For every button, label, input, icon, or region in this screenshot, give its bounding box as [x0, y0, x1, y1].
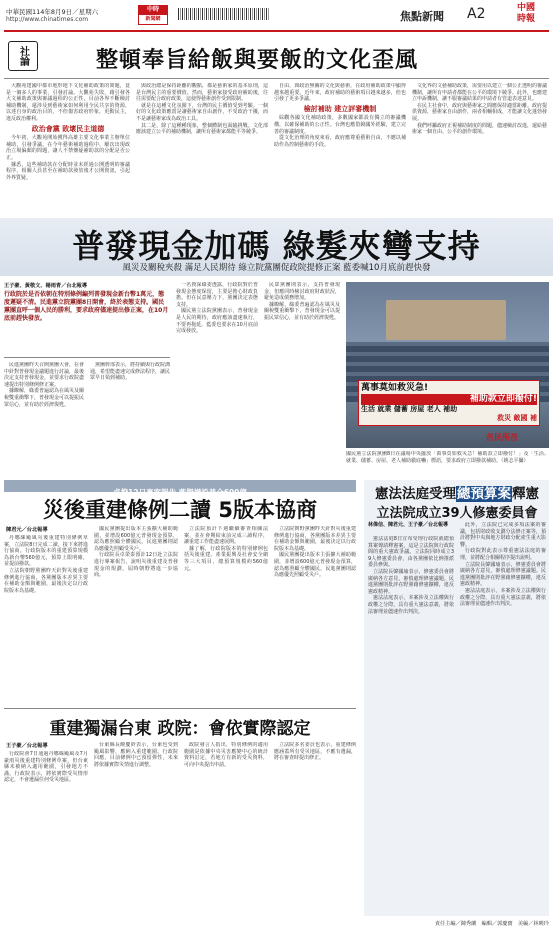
masthead — [0, 0, 553, 36]
editorial-para: 在民主社會中，政府與藝術家之間應保持適當距離。政府提供資源，藝術家自由創作，兩者相輔相成，才能讓文化蓬勃發展。 — [412, 102, 547, 122]
section2-col2 — [94, 526, 178, 703]
photo-caption: 國民黨立法院黨團8日在議場中央擺放「萬事莫如救災急！補助款立即撥付！」及「生活、就業、儲蓄、房屋、老人補助徹底嚇」標語，要求政府立即撥款補助。（姚志平攝） — [346, 451, 549, 464]
editorial-para: 綜觀各國文化補助政策，多數國家都設有獨立的審議機構，以確保補助的公正性。台灣也應借鏡國外經驗，建立完善的審議制度。 — [274, 115, 406, 135]
url-line: http://www.chinatimes.com — [6, 16, 89, 23]
editorial-col3 — [274, 83, 406, 215]
right-title-highlight: 總預算案 — [457, 486, 511, 502]
editorial-subhead1: 政治會黨 敗壞民主道德 — [31, 124, 105, 133]
section3-rule — [4, 708, 356, 709]
headline-para: 民眾黨團則表示，支持普發現金，但應同時檢討政府財政狀況，避免造成債務增加。 — [264, 282, 340, 302]
headline-body1 — [4, 362, 84, 476]
headline-byline: 王子豪、黃敬文、楊雨青／台北報導 — [4, 283, 88, 289]
small-logo-top: 中時 — [138, 5, 168, 14]
protest-banner — [358, 380, 540, 426]
editorial-para: 今年初，大觀苑開始獲得高雄主要文化事業主辦單位補助，引發爭議。在今年藝術補助過程中，屢次出現政治立場偏頗的問題，讓人不禁懷疑補助款的分配是否公正。 — [6, 135, 130, 161]
right-box-col1 — [368, 536, 454, 896]
editorial-para: 文化界的文藝補助政策，需要用以建立一個公正透明的審議機制，讓所有申請者都能在公平的環境下競爭。此外，也應建立申訴機制，讓不服審議結果的申請者有管道表達意見。 — [412, 83, 547, 103]
china-times-logo — [505, 3, 547, 25]
editorial-para: 與政治總是保持距離的觀點，都是藝術家的基本原則，這是台灣民主的重要價值。然而，藝術家接受政府補助後，往往需要配合政府政策，這使得藝術創作受到限制。 — [136, 83, 268, 103]
section2-para: 國民黨團提出版本主張擴大補助範圍，並增設600億元普發現金預算，認為應照顧全體國民。民進黨團則認為應優先照顧受災戶。 — [94, 526, 178, 552]
banner-line2: 補助款立即撥付! — [361, 394, 537, 405]
section3-title: 重建獨漏台東 政院：會依實際認定 — [49, 719, 311, 739]
banner-line3: 生活 就業 儲蓄 房屋 老人 補助 — [361, 405, 458, 413]
main-headline: 普發現金加碼 綠髮夾彎支持 — [72, 227, 481, 265]
section2-para: 立法院朝野黨團昨天針對災後重建條例進行協商，各黨團版本差異主要在補助金額與範圍，最後決定以行政院版本為基礎。 — [4, 567, 88, 594]
right-title-part1: 憲法法庭受理 — [375, 486, 456, 502]
editorial-col4 — [412, 83, 547, 215]
logo-line1: 中國 — [516, 3, 535, 13]
section3-para: 立法院多名委員也表示，重建條例應涵蓋所有受災地區，不應有遺漏，將在審查時提出修正。 — [274, 742, 356, 762]
page-footer — [364, 920, 549, 927]
section2-para: 立法院朝野黨團昨天針對災後重建條例進行協商，各黨團版本差異主要在補助金額與範圍，最後決定以行政院版本為基礎。 — [274, 526, 356, 552]
right-title-part3: 釋憲 — [512, 486, 539, 502]
right-para: 行政院對此表示尊重憲法法庭的審理，並將配合相關程序提出說明。 — [460, 548, 546, 561]
headline-body2 — [176, 282, 258, 476]
headline-para: 一名資深綠委透露，行政院對於普發現金態度保留，主要是擔心財政負擔。但在民意壓力下，黨團決定表態支持。 — [176, 282, 258, 308]
section2-para: 據了解，行政院版本的特別條例包括災後重建、產業振興及社會安全網等三大項目，總預算規模約560億元。 — [184, 545, 268, 572]
right-box-title — [368, 482, 546, 502]
right-para: 立法院長韓國瑜表示，修憲委員會將廣納各方意見，審慎處理修憲議題。民進黨團則批評在野黨藉修憲擴權，違反憲政精神。 — [368, 568, 454, 595]
section2-col1 — [4, 535, 88, 703]
section3-col1 — [4, 751, 88, 915]
news-photo — [346, 282, 549, 448]
editorial-para: 從文化治理的角度來看，政府應尊重藝術自由，不應以補助作為控制藝術的手段。 — [274, 135, 406, 148]
section2-title: 災後重建條例二讀 5版本協商 — [43, 498, 317, 522]
headline-para: 民進黨團昨天召開黨團大會，在會中針對普發現金議題進行討論，最後決定支持普發現金，並要求行政院盡速提出特別條例修正案。 — [4, 362, 84, 388]
right-box — [364, 480, 549, 916]
headline-banner — [0, 218, 553, 276]
editorial-para: 其二是，除了這種種現象，整個體制也面臨挑戰。文化部應該建立公平的補助機制，讓所有藝術家都能平等競爭。 — [136, 122, 268, 136]
editorial-para: 大觀苑建國中都市地形地下文化補助政策的問題，竟是一個多人的事業，引發討論。大觀苑失敗，藉引發各大文補助政策與審議過程的公正性，目前各界不斷檢討補助機制，還涉及到藝術家如何利用全民共享的資源，以達自身的政治目的，不但傷害政府形象，更動民主，違反政治權利。 — [6, 83, 130, 122]
section2-col3 — [184, 526, 268, 703]
section3-byline: 王子豪／台北報導 — [6, 743, 48, 749]
right-box-col2 — [460, 522, 546, 896]
right-para: 憲法法庭表示，本案涉及立法權與行政權之分際，具有重大憲法意義，將依法審理並儘速作出判決。 — [460, 587, 546, 608]
editorial-col1 — [6, 83, 130, 215]
editorial-col2 — [136, 83, 268, 215]
section2-col4 — [274, 526, 356, 703]
editorial-para: 我們呼籲政府正視補助制度的問題，儘速檢討改進，還給藝術家一個自由、公平的創作環境。 — [412, 122, 547, 136]
legislature-podium — [386, 300, 506, 340]
editorial-stamp — [8, 41, 38, 71]
right-para: 憲法法庭8日宣布受理行政院就總預算案聲請釋憲案，這是立法院與行政院間的重大憲政爭議。立法院同時成立39人修憲委員會，由各黨團依比例推派委員參與。 — [368, 536, 454, 569]
small-logo-bottom: 新聞網 — [138, 14, 168, 25]
headline-para: 據瞭解，綠委普遍認為在風災及關稅雙重衝擊下，普發現金可以提振民眾信心，並有助於經濟復甦。 — [264, 301, 340, 321]
section2-para: 立法院預計下週繼續審查相關法案，並在會期結束前完成三讀程序，讓重建工作能盡速展開。 — [184, 526, 268, 546]
lede-text: 行政院於是否依朝在特別條例編列普發現金新台幣1萬元，態度遲疑不清。民進黨立院黨團8日開會，終於表態支持。國民黨團直呼一個人民的勝利，要求政府儘速提出修正案，在10月底前趕快發放。 — [4, 291, 169, 322]
editorial-para: 據悉，這些補助款在分配時並未經過公開透明的審議程序，相關人員甚至在補助款發放後才公開資訊，引起外界質疑。 — [6, 161, 130, 181]
section2-band-text: 卓揆12日專案報告 藍擬增設普全600億 — [113, 488, 247, 497]
main-subtitle: 風災及關稅夾殺 滿足人民期待 綠立院黨團促政院提修正案 藍委喊10月底前趕快發 — [122, 263, 431, 273]
section3-col4 — [274, 742, 356, 915]
editorial-para: 就是在這種文化氛圍下，台灣的民主價值受到考驗。一個好的文化政策應當是讓藝術家自由創作，不受政治干擾，而不是讓藝術家成為政治工具。 — [136, 102, 268, 122]
section3-para: 台東縣長饒慶鈴表示，台東也受到颱風影響，應納入重建範圍。行政院回應，目前條例中已預留彈性，未來將依據實際災情進行調整。 — [94, 742, 178, 768]
banner-line1: 萬事莫如救災急! — [361, 383, 429, 393]
barcode — [178, 8, 270, 20]
masthead-rule — [4, 30, 549, 32]
section-name: 焦點新聞 — [400, 10, 444, 23]
editorial-para: 自由、與政治無關的文化與藝術，在政府補助政策中顯得越來越重要。近年來，政府補助的藝術項目越來越多，但也引發了更多爭議。 — [274, 83, 406, 103]
right-para: 立法院長韓國瑜表示，修憲委員會將廣納各方意見，審慎處理修憲議題。民進黨團則批評在野黨藉修憲擴權，違反憲政精神。 — [460, 561, 546, 588]
editorial-subhead2: 檢討補助 建立評審機制 — [303, 104, 377, 113]
editorial-title-rule — [4, 78, 549, 79]
right-para: 憲法法庭表示，本案涉及立法權與行政權之分際，具有重大憲法意義，將依法審理並儘速作出判決。 — [368, 595, 454, 615]
headline-body1-cont — [90, 362, 170, 476]
stamp-text: 社論 — [17, 46, 29, 66]
right-box-byline: 林偉信、陳君元、王子豪／台北報導 — [368, 522, 449, 528]
headline-body3 — [264, 282, 340, 476]
section2-para: 國民黨團提出版本主張擴大補助範圍，並增設600億元普發現金預算，認為應照顧全體國民。民進黨團則認為應優先照顧受災戶。 — [274, 552, 356, 579]
headline-para: 國民黨立法院黨團表示，普發現金是人民的期待，政府應該盡速執行，不要再拖延。藍委也要求在10月底前完成發放。 — [176, 308, 258, 335]
footer-credits: 責任主編／陳秀蘭 編輯／郭慶寶 美編／林曉玲 — [434, 921, 549, 927]
editorial-section — [4, 35, 549, 218]
section3-para: 行政院會7日通過丹娜絲颱風及7月豪雨災後重建特別條例草案，但台東縣未被納入適用範圍，引發地方不滿。行政院表示，將依實際受災情形認定，不會遺漏任何受災地區。 — [4, 751, 88, 784]
headline-para: 據瞭解，綠委普遍認為在風災及關稅雙重衝擊下，普發現金可以提振民眾信心，並有助於經濟復甦。 — [4, 388, 84, 408]
section2-byline: 陳君元／台北報導 — [6, 527, 48, 533]
section2-para: 行政院長卓榮泰預計12日赴立法院進行專案報告，說明災後重建及普發現金的規劃，屆時朝野將進一步協商。 — [94, 552, 178, 579]
chinatimes-small-logo — [138, 5, 168, 27]
headline-para: 黨團幹部表示，將持續與行政院溝通，希望能盡速完成修法程序，讓民眾早日領到補助。 — [90, 362, 170, 382]
photo-credit-stamp: 苦民所苦 — [486, 433, 518, 442]
page-number: A2 — [467, 6, 486, 22]
logo-line2: 時報 — [516, 14, 535, 24]
editorial-title: 整頓奉旨給飯與要飯的文化歪風 — [96, 48, 419, 73]
banner-line4: 救災 敵國 補 — [497, 414, 537, 422]
date-line: 中華民國114年8月9日／星期六 — [6, 8, 99, 16]
right-box-subtitle: 立法院成立39人修憲委員會 — [376, 506, 538, 521]
section3-para: 政院發言人指出，特別條例的適用範圍是依據中央災害應變中心的統計資料訂定，若地方有新的受災資料，可向中央提出申請。 — [184, 742, 268, 768]
section2-band — [4, 480, 356, 497]
right-para: 此外，立法院已完成多項法案的審議，包括財政收支劃分法修正案等，預計將對中央與地方財政分配產生重大影響。 — [460, 522, 546, 548]
lede-box — [4, 282, 170, 358]
section3-col2 — [94, 742, 178, 915]
section3-col3 — [184, 742, 268, 915]
section2-para: 丹娜絲颱風災後重建特別條例草案，立法院8日完成二讀，接下來將進行協商。行政院版本的重建預算規模為新台幣560億元，預算上限明確，並提前撥款。 — [4, 535, 88, 568]
